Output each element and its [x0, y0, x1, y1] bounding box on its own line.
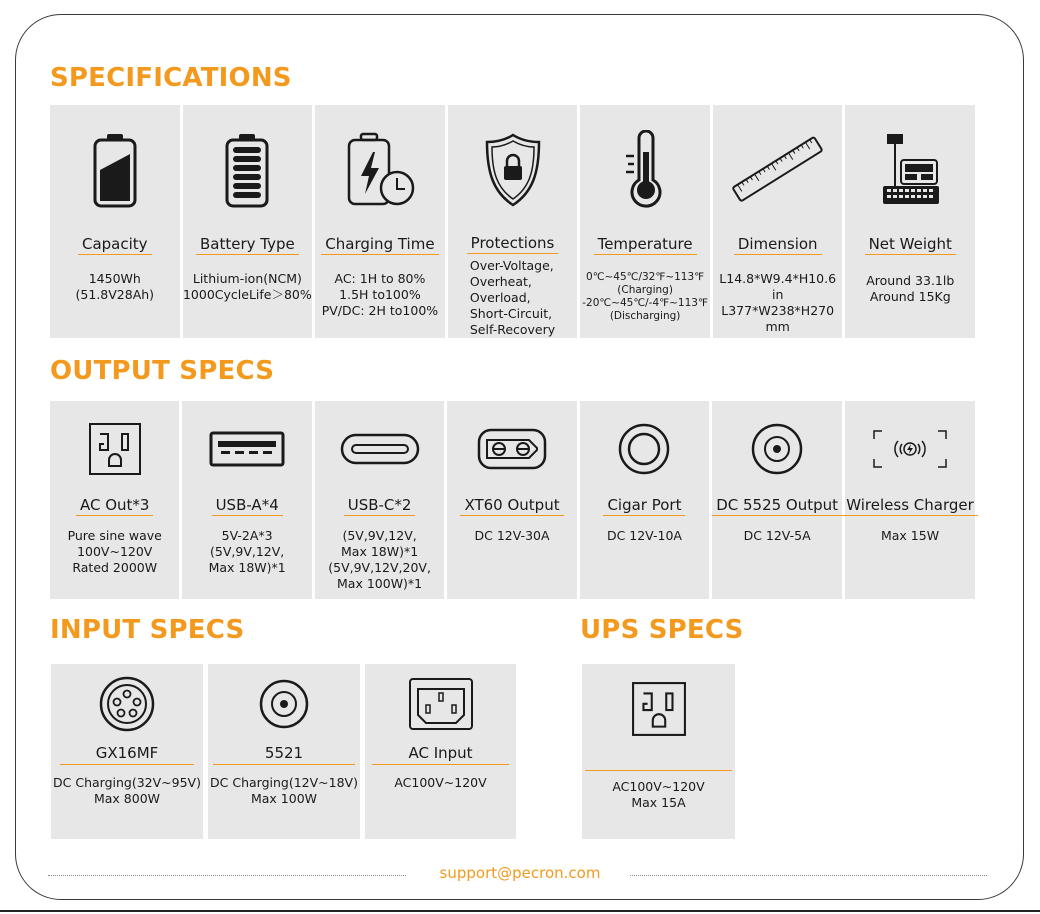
output-title: USB-C*2	[344, 496, 416, 516]
input-value: DC Charging(12V~18V) Max 100W	[210, 775, 358, 806]
xt60-icon	[477, 401, 547, 496]
specifications-row	[50, 105, 975, 338]
support-email: support@pecron.com	[439, 864, 601, 882]
output-value: Max 15W	[880, 528, 940, 543]
output-dc5525	[712, 401, 842, 599]
output-value: Pure sine wave 100V~120V Rated 2000W	[67, 528, 162, 575]
input-title: 5521	[213, 744, 355, 765]
spec-value: 0℃~45℃/32℉~113℉ (Charging) -20℃~45℃/-4℉~113℉ (Discharging)	[582, 271, 708, 322]
input-value: DC Charging(32V~95V) Max 800W	[53, 775, 201, 806]
input-specs-row	[51, 664, 516, 839]
spec-value: Around 33.1lb Around 15Kg	[866, 273, 955, 304]
bottom-divider	[0, 910, 1040, 912]
scale-icon	[879, 105, 941, 235]
output-usb-c	[315, 401, 444, 599]
spec-title: Charging Time	[321, 235, 438, 255]
dc5521-icon	[258, 664, 310, 744]
shield-lock-icon	[483, 105, 543, 234]
output-value: (5V,9V,12V, Max 18W)*1 (5V,9V,12V,20V, Max 100W)*1	[328, 528, 431, 591]
spec-value: L14.8*W9.4*H10.6 in L377*W238*H270 mm	[719, 271, 837, 334]
input-value: AC100V~120V	[394, 775, 487, 790]
input-ac	[365, 664, 516, 839]
ac-outlet-icon	[88, 401, 142, 496]
output-title: Wireless Charger	[842, 496, 978, 516]
ups-value: AC100V~120V Max 15A	[612, 779, 705, 810]
gx16-connector-icon	[98, 664, 156, 744]
spec-title: Protections	[467, 234, 559, 254]
spec-temperature	[580, 105, 710, 338]
thermometer-icon	[620, 105, 670, 235]
ac-outlet-icon	[631, 664, 687, 754]
output-wireless	[845, 401, 975, 599]
output-xt60	[447, 401, 576, 599]
output-title: XT60 Output	[460, 496, 563, 516]
input-gx16	[51, 664, 203, 839]
output-title: USB-A*4	[212, 496, 283, 516]
input-5521	[208, 664, 360, 839]
cigar-port-icon	[617, 401, 671, 496]
spec-charging-time	[315, 105, 445, 338]
output-value: DC 12V-30A	[474, 528, 550, 543]
battery-capacity-icon	[92, 105, 138, 235]
output-title: Cigar Port	[603, 496, 685, 516]
charging-time-icon	[345, 105, 415, 235]
output-value: 5V-2A*3 (5V,9V,12V, Max 18W)*1	[208, 528, 286, 575]
input-specs-heading: INPUT SPECS	[50, 615, 245, 645]
input-title: GX16MF	[60, 744, 195, 765]
spec-title: Battery Type	[196, 235, 299, 255]
spec-net-weight	[845, 105, 975, 338]
wireless-charger-icon	[870, 401, 950, 496]
spec-value: Lithium-ion(NCM) 1000CycleLife＞80%	[182, 271, 312, 302]
footer-dotted-line-right	[630, 875, 987, 876]
spec-title: Net Weight	[865, 235, 956, 255]
spec-dimension	[713, 105, 843, 338]
output-title: AC Out*3	[76, 496, 153, 516]
spec-value: 1450Wh (51.8V28Ah)	[75, 271, 155, 302]
spec-protections	[448, 105, 578, 338]
spec-value: Over-Voltage, Overheat, Overload, Short-Circuit, Self-Recovery	[469, 258, 556, 337]
spec-title: Temperature	[594, 235, 697, 255]
output-specs-row	[50, 401, 975, 599]
output-value: DC 12V-10A	[606, 528, 682, 543]
usb-a-icon	[209, 401, 285, 496]
spec-value: AC: 1H to 80% 1.5H to100% PV/DC: 2H to100%	[321, 271, 439, 318]
dc5525-icon	[750, 401, 804, 496]
input-title: AC Input	[372, 744, 508, 765]
ups-ac	[582, 664, 735, 839]
ups-specs-heading: UPS SPECS	[580, 615, 744, 645]
output-cigar	[580, 401, 709, 599]
output-title: DC 5525 Output	[712, 496, 842, 516]
output-usb-a	[182, 401, 311, 599]
output-specs-heading: OUTPUT SPECS	[50, 356, 275, 386]
ups-specs-row	[582, 664, 735, 839]
usb-c-icon	[340, 401, 420, 496]
spec-title: Dimension	[734, 235, 822, 255]
output-ac	[50, 401, 179, 599]
spec-title: Capacity	[78, 235, 152, 255]
spec-battery-type	[183, 105, 313, 338]
specifications-heading: SPECIFICATIONS	[50, 63, 292, 93]
ruler-icon	[728, 105, 828, 235]
output-value: DC 12V-5A	[743, 528, 811, 543]
spec-capacity	[50, 105, 180, 338]
ups-divider	[585, 754, 732, 771]
ac-inlet-icon	[408, 664, 474, 744]
battery-cells-icon	[224, 105, 270, 235]
